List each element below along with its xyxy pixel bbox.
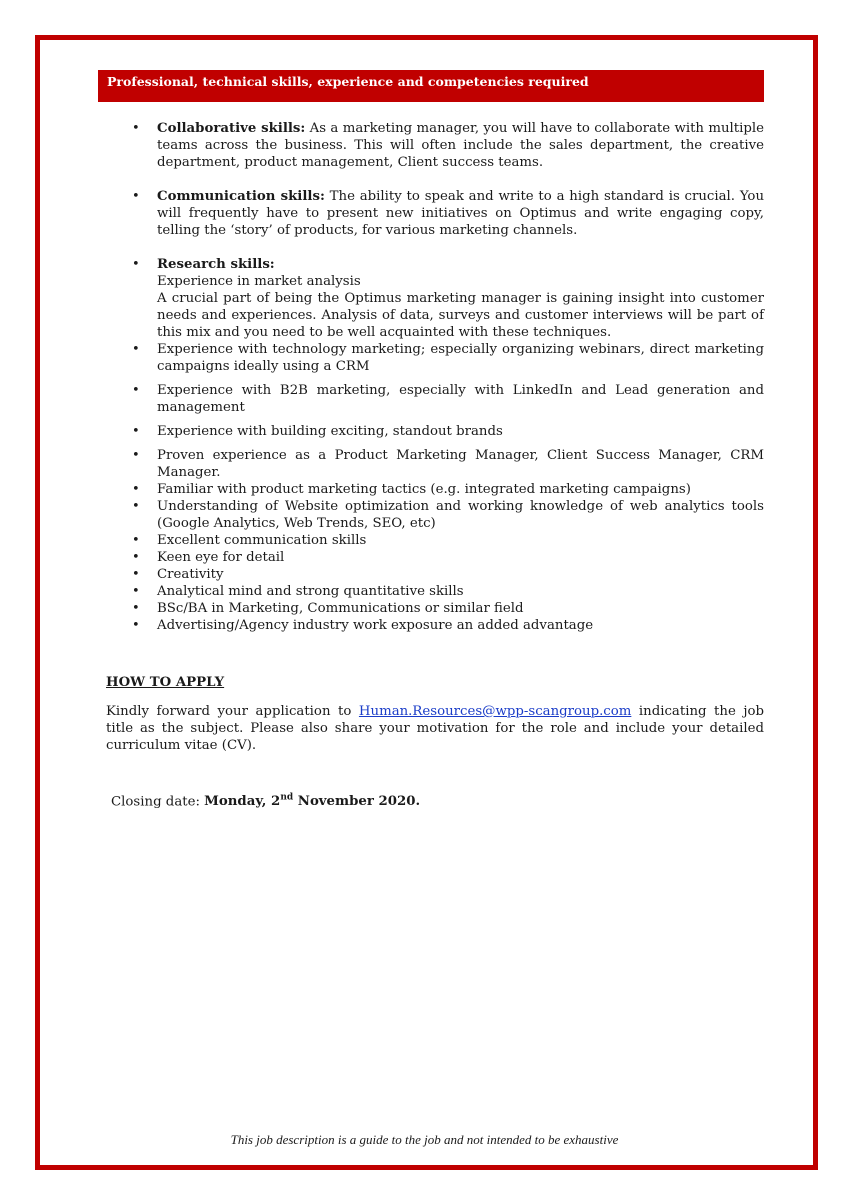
item-label: Research skills: (157, 257, 275, 272)
how-to-apply-heading: HOW TO APPLY (106, 675, 225, 690)
bullet-icon: • (132, 601, 140, 616)
bullet-icon: • (132, 342, 140, 357)
bullet-icon: • (132, 189, 140, 204)
list-item (106, 188, 764, 239)
item-text: Creativity (157, 567, 224, 582)
list-item (106, 600, 764, 617)
closing-suffix: nd (280, 793, 294, 803)
bullet-icon: • (132, 550, 140, 565)
list-item (106, 481, 764, 498)
list-item (106, 120, 764, 171)
item-text: Experience in market analysis (157, 274, 361, 289)
bullet-icon: • (132, 533, 140, 548)
bullet-icon: • (132, 121, 140, 136)
closing-date (106, 790, 764, 810)
closing-day: Monday, 2 (204, 794, 281, 810)
bullet-icon: • (132, 383, 140, 398)
footer-note: This job description is a guide to the job and not intended to be exhaustive (230, 1132, 619, 1147)
list-item (106, 566, 764, 583)
bullet-icon: • (132, 567, 140, 582)
bullet-icon: • (132, 499, 140, 514)
bullet-icon: • (132, 482, 140, 497)
bullet-icon: • (132, 584, 140, 599)
item-label: Communication skills: (157, 189, 325, 204)
item-text: Proven experience as a Product Marketing Manager, Client Success Manager, CRM Manager. (157, 448, 764, 480)
apply-text-before: Kindly forward your application to (106, 704, 359, 719)
how-to-apply-text (106, 703, 764, 754)
list-item (106, 423, 764, 440)
item-text: BSc/BA in Marketing, Communications or similar field (157, 601, 524, 616)
apply-text-after: indicating the job title as the subject. Please also share your motivation for the role and include your detailed curriculum vitae (CV). (106, 704, 765, 753)
item-label: Collaborative skills: (157, 121, 306, 136)
requirements-list (106, 120, 764, 634)
item-text: Advertising/Agency industry work exposure an added advantage (157, 618, 594, 633)
item-text: Understanding of Website optimization and working knowledge of web analytics tools (Google Analytics, Web Trends, SEO, etc) (157, 499, 764, 531)
bullet-icon: • (132, 257, 140, 272)
item-text: Familiar with product marketing tactics (e.g. integrated marketing campaigns) (157, 482, 691, 497)
item-text: Experience with B2B marketing, especially with LinkedIn and Lead generation and management (157, 383, 764, 415)
bullet-icon: • (132, 618, 140, 633)
list-item (106, 583, 764, 600)
list-item (106, 498, 764, 532)
item-text: Analytical mind and strong quantitative skills (157, 584, 464, 599)
list-item (106, 341, 764, 375)
item-text: As a marketing manager, you will have to collaborate with multiple teams across the business. This will often include the sales department, the creative department, product management, Client success teams. (157, 121, 764, 170)
closing-label: Closing date: (111, 794, 205, 810)
list-item (106, 447, 764, 481)
item-text: Keen eye for detail (157, 550, 285, 565)
bullet-icon: • (132, 448, 140, 463)
closing-rest: November 2020. (293, 794, 421, 810)
item-text: Experience with building exciting, standout brands (157, 424, 503, 439)
item-text: Excellent communication skills (157, 533, 367, 548)
list-item (106, 617, 764, 634)
list-item (106, 532, 764, 549)
bullet-icon: • (132, 424, 140, 439)
item-text: A crucial part of being the Optimus marketing manager is gaining insight into customer needs and experiences. Analysis of data, surveys and customer interviews will be part of this mix and you need to be well acquainted with these techniques. (157, 291, 764, 340)
item-text: Experience with technology marketing; especially organizing webinars, direct marketing campaigns ideally using a CRM (157, 342, 764, 374)
item-text: The ability to speak and write to a high standard is crucial. You will frequently have to present new initiatives on Optimus and write engaging copy, telling the ‘story’ of products, for various marketing channels. (157, 189, 765, 238)
list-item (106, 549, 764, 566)
section-header: Professional, technical skills, experience and competencies required (98, 70, 764, 102)
page-content (106, 120, 764, 810)
list-item (106, 382, 764, 416)
email-link[interactable]: Human.Resources@wpp-scangroup.com (358, 704, 632, 719)
list-item (106, 256, 764, 341)
closing-date-value (204, 794, 420, 809)
